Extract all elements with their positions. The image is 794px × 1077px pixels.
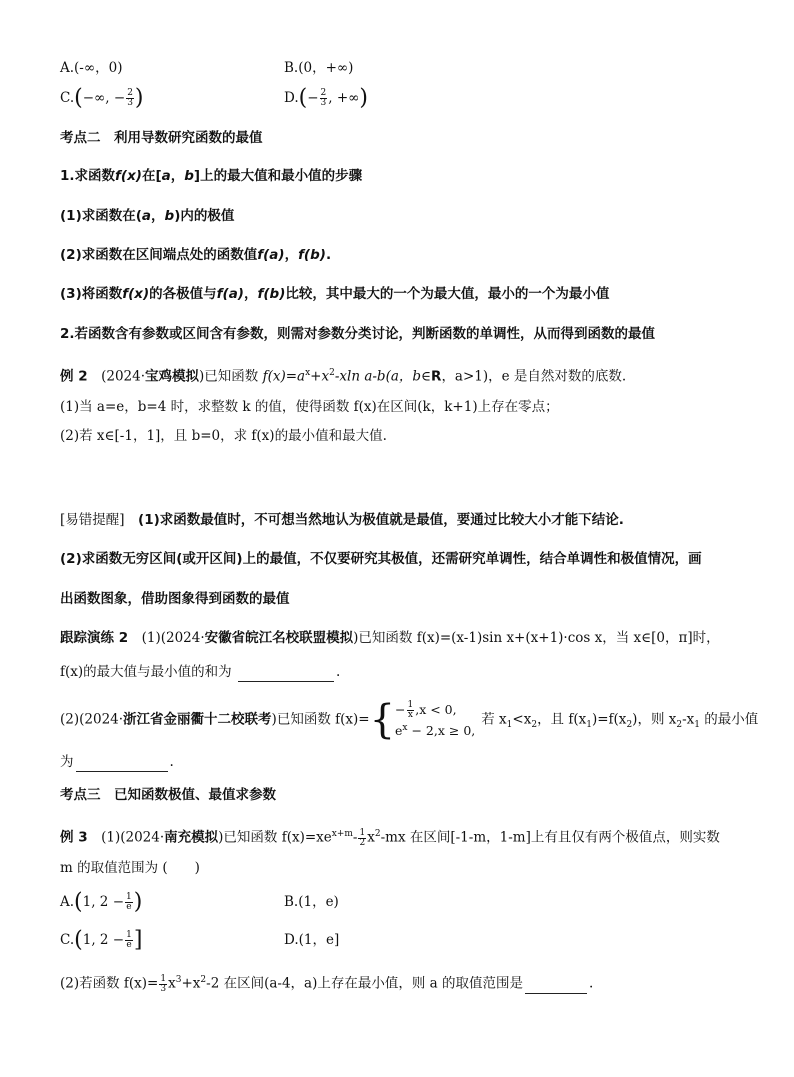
step-1: (1)求函数在(a，b)内的极值 (60, 208, 235, 224)
option-b: B.(0，+∞) (284, 60, 354, 76)
option-c: C.(1, 2 − $\frac{1}{e}$ ] (60, 927, 143, 953)
track-2-q1-line2: f(x)的最大值与最小值的和为 . (60, 664, 341, 680)
answer-blank[interactable] (238, 667, 334, 682)
warning-line-3: 出函数图象，借助图象得到函数的最值 (60, 591, 290, 607)
track-2-q2-line2: 为 . (60, 754, 174, 770)
option-a: A.(-∞，0) (60, 60, 123, 76)
option-b: B.(1，e) (284, 894, 339, 910)
option-d: D.(1，e] (284, 932, 340, 948)
section-title-3: 考点三 已知函数极值、最值求参数 (60, 787, 276, 803)
section-title-2: 考点二 利用导数研究函数的最值 (60, 130, 263, 146)
track-2-q2: (2)(2024·浙江省金丽衢十二校联考)已知函数 f(x)={ − $\frac{1}{x}$ ,x < 0, $e^x - 2,x \ge 0$, 若 $x_1<x_2$，且 $f(x_1)=f(x_2)$，则 $x_2-x_1$ 的最小值 (60, 697, 759, 743)
example-3-q1-line2: m 的取值范围为 ( ) (60, 860, 200, 876)
piecewise-function: − $\frac{1}{x}$ ,x < 0, $e^x - 2,x \ge 0$, (395, 699, 476, 739)
answer-blank[interactable] (76, 757, 168, 772)
example-3-q2: (2)若函数 f(x)= $\frac{1}{3}$ $x^3+x^2-2$ 在区间(a-4，a)上存在最小值，则 a 的取值范围是 . (60, 973, 594, 994)
step-3: (3)将函数f(x)的各极值与f(a)，f(b)比较，其中最大的一个为最大值，最小的一个为最小值 (60, 286, 610, 302)
option-d: D.(− $\frac{2}{3}$ , +∞) (284, 85, 369, 111)
warning-line-1: [易错提醒] (1)求函数最值时，不可想当然地认为极值就是最值，要通过比较大小才能下结论. (60, 512, 624, 528)
step-2: (2)求函数在区间端点处的函数值f(a)，f(b). (60, 247, 332, 263)
warning-line-2: (2)求函数无穷区间(或开区间)上的最值，不仅要研究其极值，还需研究单调性，结合单调性和极值情况，画 (60, 551, 702, 567)
option-a: A.(1, 2 − $\frac{1}{e}$ ) (60, 889, 143, 915)
example-2-q1: (1)当 a=e，b=4 时，求整数 k 的值，使得函数 f(x)在区间(k，k+1)上存在零点； (60, 399, 559, 415)
example-2: 例 2 (2024·宝鸡模拟)已知函数 $f(x)=a^x+x^2$-xln a-b(a，b∈R，a>1)，e 是自然对数的底数. (60, 368, 627, 385)
step-heading-1: 1.求函数f(x)在[a，b]上的最大值和最小值的步骤 (60, 168, 363, 184)
example-2-q2: (2)若 x∈[-1，1]，且 b=0，求 f(x)的最小值和最大值. (60, 428, 387, 444)
example-3-q1: 例 3 (1)(2024·南充模拟)已知函数 $f(x)=xe^{x+m}-$ $\frac{1}{2}$ $x^2-mx$ 在区间[-1-m，1-m]上有且仅有两个极值点，则实数 (60, 827, 720, 848)
answer-blank[interactable] (525, 979, 587, 994)
step-heading-2: 2.若函数含有参数或区间含有参数，则需对参数分类讨论，判断函数的单调性，从而得到函数的最值 (60, 326, 656, 342)
option-c: C.(−∞, − $\frac{2}{3}$ ) (60, 85, 144, 111)
track-2-q1: 跟踪演练 2 (1)(2024·安徽省皖江名校联盟模拟)已知函数 f(x)=(x-1)sin x+(x+1)·cos x，当 x∈[0，π]时， (60, 630, 720, 646)
